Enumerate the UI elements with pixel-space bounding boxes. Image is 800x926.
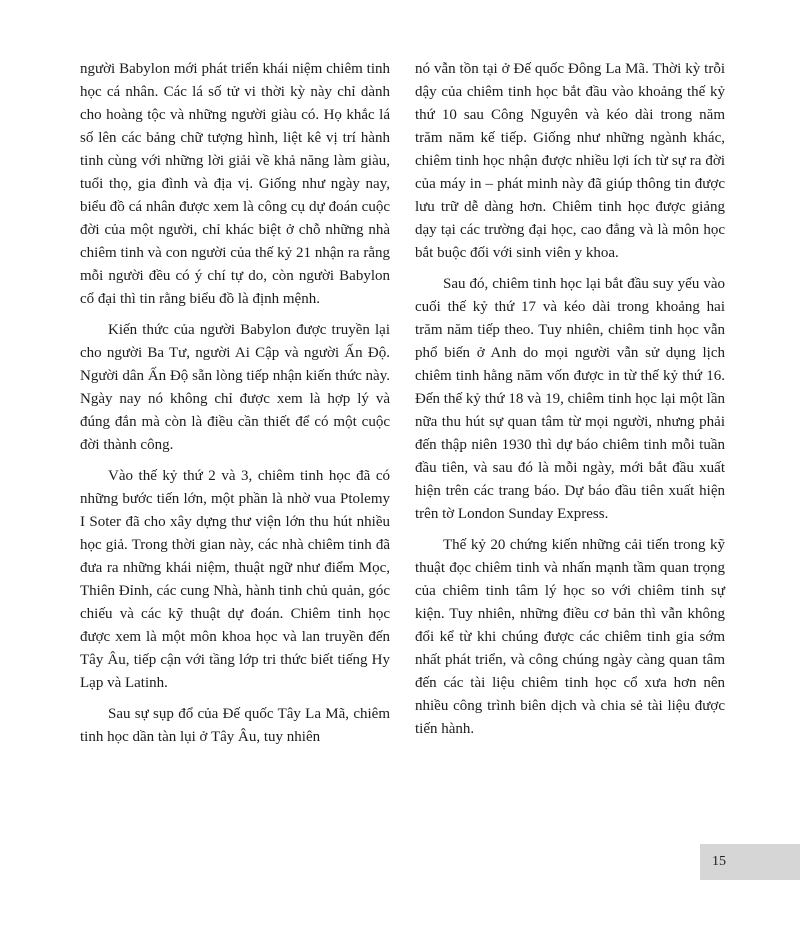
- paragraph: Thế kỷ 20 chứng kiến những cải tiến trong kỹ thuật đọc chiêm tinh và nhấn mạnh tầm quan trọng của chiêm tinh tâm lý học so với chiêm tinh sự kiện. Tuy nhiên, những điều cơ bản thì vẫn không đổi kể từ khi chúng được các chiêm tinh gia sớm nhất phát triển, và công chúng ngày càng quan tâm đến các tài liệu chiêm tinh học cổ xưa hơn nên nhiều công trình biên dịch và chia sẻ tài liệu được tiến hành.: [415, 537, 725, 737]
- paragraph: Sau sự sụp đổ của Đế quốc Tây La Mã, chiêm tinh học dần tàn lụi ở Tây Âu, tuy nhiên: [80, 706, 390, 745]
- paragraph: Kiến thức của người Babylon được truyền lại cho người Ba Tư, người Ai Cập và người Ấn Độ. Người dân Ấn Độ sẵn lòng tiếp nhận kiến thức này. Ngày nay nó không chỉ được xem là hợp lý và đúng đắn mà còn là điều cần thiết để có một cuộc đời thành công.: [80, 322, 390, 453]
- page-number-badge: [700, 844, 800, 880]
- paragraph: nó vẫn tồn tại ở Đế quốc Đông La Mã. Thời kỳ trỗi dậy của chiêm tinh học bắt đầu vào khoảng thế kỷ thứ 10 sau Công Nguyên và kéo dài trong năm trăm năm kế tiếp. Giống như những ngành khác, chiêm tinh học nhận được nhiều lợi ích từ sự ra đời của máy in – phát minh này đã giúp thông tin được lưu trữ dễ dàng hơn. Chiêm tinh học được giảng dạy tại các trường đại học, cao đẳng và là môn học bắt buộc đối với sinh viên y khoa.: [415, 61, 725, 261]
- paragraph: người Babylon mới phát triển khái niệm chiêm tinh học cá nhân. Các lá số tử vi thời kỳ này chỉ dành cho hoàng tộc và những người giàu có. Họ khắc lá số lên các bảng chữ tượng hình, liệt kê vị trí hành tinh cùng với những lời giải về khả năng làm giàu, tuổi thọ, gia đình và địa vị. Giống như ngày nay, biểu đồ cá nhân được xem là công cụ dự đoán cuộc đời của một người, chỉ khác biệt ở chỗ những nhà chiêm tinh và con người của thế kỷ 21 nhận ra rằng mỗi người đều có ý chí tự do, còn người Babylon cổ đại thì tin rằng biểu đồ là định mệnh.: [80, 61, 390, 307]
- paragraph: Vào thế kỷ thứ 2 và 3, chiêm tinh học đã có những bước tiến lớn, một phần là nhờ vua Ptolemy I Soter đã cho xây dựng thư viện lớn thu hút nhiều học giả. Trong thời gian này, các nhà chiêm tinh đã đưa ra những khái niệm, thuật ngữ như điểm Mọc, Thiên Đỉnh, các cung Nhà, hành tinh chủ quản, góc chiếu và các kỹ thuật dự đoán. Chiêm tinh học được xem là một môn khoa học và lan truyền đến Tây Âu, tiếp cận với tầng lớp tri thức biết tiếng Hy Lạp và Latinh.: [80, 468, 390, 691]
- right-column: [415, 58, 725, 757]
- left-column: [80, 58, 390, 757]
- page-number: 15: [712, 854, 726, 869]
- paragraph: Sau đó, chiêm tinh học lại bắt đầu suy yếu vào cuối thế kỷ thứ 17 và kéo dài trong khoảng hai trăm năm tiếp theo. Tuy nhiên, chiêm tinh học vẫn phổ biến ở Anh do mọi người vẫn sử dụng lịch chiêm tinh hằng năm vốn được in từ thế kỷ thứ 16. Đến thế kỷ thứ 18 và 19, chiêm tinh học lại một lần nữa thu hút sự quan tâm từ mọi người, nhưng phải đến thập niên 1930 thì dự báo chiêm tinh mỗi tuần đầu tiên, và sau đó là mỗi ngày, mới bắt đầu xuất hiện trên các trang báo. Dự báo đầu tiên xuất hiện trên tờ London Sunday Express.: [415, 276, 725, 522]
